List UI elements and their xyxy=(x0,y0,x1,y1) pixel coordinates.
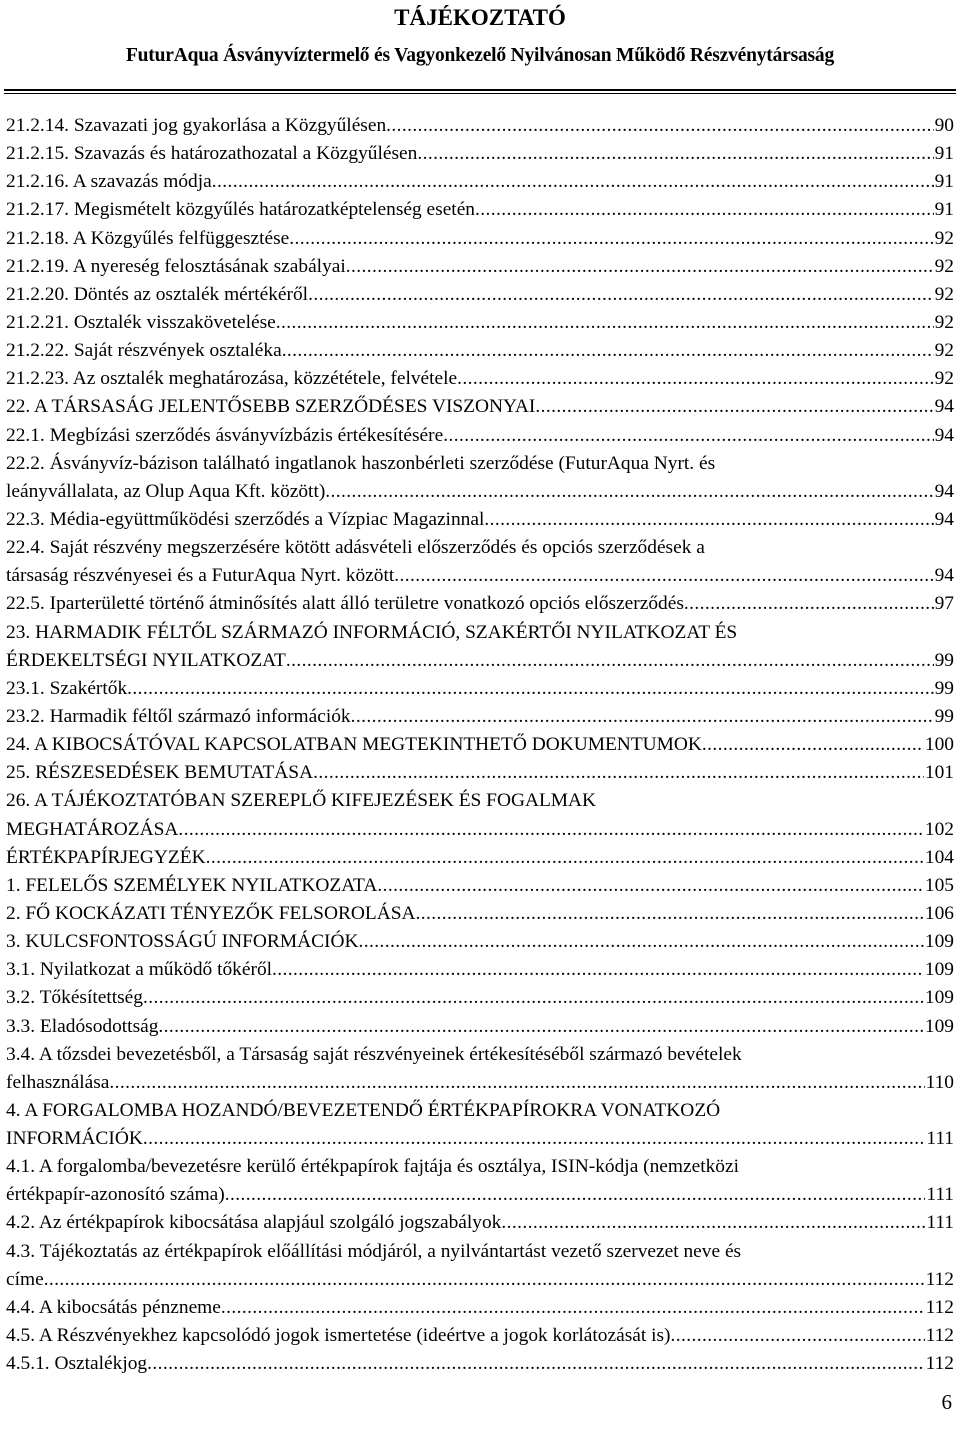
toc-page-number: 111 xyxy=(926,1212,954,1234)
toc-entry-last-line xyxy=(6,844,954,872)
dot-leader xyxy=(684,590,934,618)
dot-leader xyxy=(475,196,934,224)
toc-entry[interactable] xyxy=(6,393,954,421)
dot-leader xyxy=(276,309,934,337)
toc-page-number: 104 xyxy=(924,846,954,868)
toc-entry-last-line xyxy=(6,731,954,759)
dot-leader xyxy=(501,1209,925,1237)
dot-leader xyxy=(282,337,934,365)
toc-entry[interactable] xyxy=(6,225,954,253)
toc-entry-last-line xyxy=(6,393,954,421)
toc-entry-title: címe xyxy=(6,1268,44,1290)
toc-entry-title-line: 22.4. Saját részvény megszerzésére kötött adásvételi előszerződés és opciós szerződések a xyxy=(6,537,705,559)
toc-entry-last-line xyxy=(6,1322,954,1350)
toc-entry-title-line: 4. A FORGALOMBA HOZANDÓ/BEVEZETENDŐ ÉRTÉKPAPÍROKRA VONATKOZÓ xyxy=(6,1099,721,1121)
toc-entry-title: 3.2. Tőkésítettség xyxy=(6,987,143,1009)
toc-entry-title: ÉRTÉKPAPÍRJEGYZÉK xyxy=(6,846,206,868)
dot-leader xyxy=(313,759,924,787)
toc-entry[interactable] xyxy=(6,112,954,140)
toc-page-number: 109 xyxy=(924,1015,954,1037)
toc-page-number: 102 xyxy=(924,818,954,840)
toc-entry-title: 21.2.14. Szavazati jog gyakorlása a Közgyűlésen xyxy=(6,115,387,136)
toc-entry[interactable] xyxy=(6,1013,954,1041)
toc-entry[interactable] xyxy=(6,534,954,590)
toc-page-number: 100 xyxy=(924,734,954,756)
dot-leader xyxy=(44,1266,925,1294)
toc-entry-title: 25. RÉSZESEDÉSEK BEMUTATÁSA xyxy=(6,762,314,784)
document-title: TÁJÉKOZTATÓ xyxy=(394,5,566,30)
toc-page-number: 110 xyxy=(925,1071,954,1093)
toc-entry[interactable] xyxy=(6,928,954,956)
toc-entry-last-line xyxy=(6,1209,954,1237)
toc-entry[interactable] xyxy=(6,450,954,506)
header-rule-thin xyxy=(4,93,956,94)
dot-leader xyxy=(417,140,933,168)
toc-entry-title: 2. FŐ KOCKÁZATI TÉNYEZŐK FELSOROLÁSA xyxy=(6,902,416,924)
dot-leader xyxy=(225,1181,926,1209)
toc-page-number: 112 xyxy=(925,1296,954,1318)
toc-entry[interactable] xyxy=(6,844,954,872)
toc-entry-last-line xyxy=(6,281,954,309)
toc-entry[interactable] xyxy=(6,253,954,281)
toc-entry-last-line xyxy=(6,253,954,281)
toc-page-number: 90 xyxy=(934,115,954,136)
toc-entry-title: 1. FELELŐS SZEMÉLYEK NYILATKOZATA xyxy=(6,874,378,896)
toc-entry[interactable] xyxy=(6,1350,954,1378)
dot-leader xyxy=(109,1069,924,1097)
toc-entry-last-line xyxy=(6,1125,954,1153)
toc-entry-title: 21.2.15. Szavazás és határozathozatal a Közgyűlésen xyxy=(6,143,418,165)
toc-entry[interactable] xyxy=(6,506,954,534)
toc-entry-last-line xyxy=(6,309,954,337)
toc-entry-last-line xyxy=(6,225,954,253)
toc-page-number: 109 xyxy=(924,987,954,1009)
dot-leader xyxy=(143,1125,926,1153)
toc-entry-last-line xyxy=(6,1294,954,1322)
toc-entry[interactable] xyxy=(6,900,954,928)
toc-entry-title: 22. A TÁRSASÁG JELENTŐSEBB SZERZŐDÉSES VISZONYAI xyxy=(6,396,536,418)
toc-page-number: 94 xyxy=(934,480,954,502)
toc-entry-last-line xyxy=(6,112,954,140)
toc-entry[interactable] xyxy=(6,196,954,224)
toc-entry[interactable] xyxy=(6,1238,954,1294)
toc-page-number: 112 xyxy=(925,1353,954,1375)
dot-leader xyxy=(127,675,933,703)
toc-entry[interactable] xyxy=(6,168,954,196)
toc-entry-last-line xyxy=(6,647,954,675)
toc-entry-last-line xyxy=(6,759,954,787)
dot-leader xyxy=(178,816,924,844)
toc-entry-title: 23.1. Szakértők xyxy=(6,677,128,699)
toc-entry-last-line xyxy=(6,1350,954,1378)
toc-entry[interactable] xyxy=(6,281,954,309)
toc-entry-title: 21.2.16. A szavazás módja xyxy=(6,171,212,193)
toc-entry-last-line xyxy=(6,984,954,1012)
dot-leader xyxy=(535,393,933,421)
toc-page-number: 105 xyxy=(924,874,954,896)
dot-leader xyxy=(359,928,924,956)
toc-entry[interactable] xyxy=(6,1294,954,1322)
toc-entry-last-line xyxy=(6,816,954,844)
toc-entry-title: 21.2.23. Az osztalék meghatározása, közzététele, felvétele xyxy=(6,368,458,390)
dot-leader xyxy=(377,872,924,900)
toc-entry-last-line xyxy=(6,928,954,956)
toc-entry-title: 21.2.22. Saját részvények osztaléka xyxy=(6,340,282,362)
toc-entry-title: 22.5. Iparterületté történő átminősítés alatt álló területre vonatkozó opciós előszerződés xyxy=(6,593,684,615)
toc-entry-title: 4.4. A kibocsátás pénzneme xyxy=(6,1296,221,1318)
toc-entry-title: 4.5.1. Osztalékjog xyxy=(6,1353,148,1375)
toc-entry[interactable] xyxy=(6,1041,954,1097)
toc-entry[interactable] xyxy=(6,337,954,365)
toc-entry-last-line xyxy=(6,337,954,365)
dot-leader xyxy=(346,253,934,281)
toc-entry-title: 23.2. Harmadik féltől származó információk xyxy=(6,705,351,727)
dot-leader xyxy=(221,1294,925,1322)
toc-page-number: 111 xyxy=(926,1184,954,1206)
page-number: 6 xyxy=(941,1390,952,1414)
toc-entry-title-line: 23. HARMADIK FÉLTŐL SZÁRMAZÓ INFORMÁCIÓ, SZAKÉRTŐI NYILATKOZAT ÉS xyxy=(6,621,738,643)
toc-page-number: 101 xyxy=(924,762,954,784)
company-name: FuturAqua Ásványvíztermelő és Vagyonkezelő Nyilvánosan Működő Részvénytársaság xyxy=(125,45,835,66)
header-rule xyxy=(4,89,956,91)
toc-entry[interactable] xyxy=(6,787,954,843)
toc-entry[interactable] xyxy=(6,703,954,731)
toc-entry[interactable] xyxy=(6,1097,954,1153)
dot-leader xyxy=(670,1322,924,1350)
toc-entry-title: 24. A KIBOCSÁTÓVAL KAPCSOLATBAN MEGTEKINTHETŐ DOKUMENTUMOK xyxy=(6,734,702,756)
toc-entry[interactable] xyxy=(6,984,954,1012)
toc-entry-last-line xyxy=(6,675,954,703)
toc-entry-title: 21.2.18. A Közgyűlés felfüggesztése xyxy=(6,227,290,249)
toc-entry-last-line xyxy=(6,478,954,506)
toc-page-number: 99 xyxy=(934,649,954,671)
dot-leader xyxy=(158,1013,923,1041)
dot-leader xyxy=(206,844,924,872)
toc-page-number: 99 xyxy=(934,705,954,727)
toc-entry-title: leányvállalata, az Olup Aqua Kft. között) xyxy=(6,480,326,502)
toc-page-number: 106 xyxy=(924,902,954,924)
toc-entry[interactable] xyxy=(6,309,954,337)
toc-entry[interactable] xyxy=(6,590,954,618)
toc-page-number: 92 xyxy=(934,340,954,362)
toc-entry-last-line xyxy=(6,562,954,590)
dot-leader xyxy=(351,703,934,731)
dot-leader xyxy=(484,506,933,534)
toc-entry[interactable] xyxy=(6,1209,954,1237)
dot-leader xyxy=(289,225,933,253)
dot-leader xyxy=(147,1350,925,1378)
toc-entry-title-line: 3.4. A tőzsdei bevezetésből, a Társaság saját részvényeinek értékesítéséből származó bevételek xyxy=(6,1043,742,1065)
toc-page-number: 91 xyxy=(934,199,954,221)
toc-entry-last-line xyxy=(6,1013,954,1041)
toc-page-number: 97 xyxy=(934,593,954,615)
toc-entry-title: ÉRDEKELTSÉGI NYILATKOZAT xyxy=(6,649,286,671)
toc-entry-title-line: 4.1. A forgalomba/bevezetésre kerülő értékpapírok fajtája és osztálya, ISIN-kódja (nemzetközi xyxy=(6,1156,739,1178)
dot-leader xyxy=(286,647,934,675)
toc-page-number: 112 xyxy=(925,1325,954,1347)
toc-entry-title: 21.2.19. A nyereség felosztásának szabályai xyxy=(6,255,346,277)
toc-entry-last-line xyxy=(6,168,954,196)
toc-entry[interactable] xyxy=(6,365,954,393)
toc-entry-title: 21.2.20. Döntés az osztalék mértékéről xyxy=(6,283,309,305)
toc-page-number: 92 xyxy=(934,255,954,277)
toc-entry-last-line xyxy=(6,1069,954,1097)
toc-entry-last-line xyxy=(6,506,954,534)
dot-leader xyxy=(394,562,933,590)
toc-entry[interactable] xyxy=(6,956,954,984)
toc-entry-title-line: 22.2. Ásványvíz-bázison található ingatlanok haszonbérleti szerződése (FuturAqua Nyrt. és xyxy=(6,452,716,474)
toc-entry-last-line xyxy=(6,196,954,224)
dot-leader xyxy=(325,478,933,506)
toc-page-number: 92 xyxy=(934,368,954,390)
dot-leader xyxy=(272,956,924,984)
table-of-contents xyxy=(6,112,954,1378)
toc-entry-last-line xyxy=(6,703,954,731)
toc-entry-last-line xyxy=(6,422,954,450)
toc-entry-title-line: 4.3. Tájékoztatás az értékpapírok előállítási módjáról, a nyilvántartást vezető szervezet neve és xyxy=(6,1240,742,1262)
toc-page-number: 94 xyxy=(934,396,954,418)
toc-entry[interactable] xyxy=(6,675,954,703)
toc-entry-title: társaság részvényesei és a FuturAqua Nyrt. között xyxy=(6,565,395,587)
toc-entry-title: 4.2. Az értékpapírok kibocsátása alapjául szolgáló jogszabályok xyxy=(6,1212,502,1234)
toc-page-number: 92 xyxy=(934,283,954,305)
toc-entry-last-line xyxy=(6,872,954,900)
toc-page-number: 111 xyxy=(926,1128,954,1150)
toc-page-number: 109 xyxy=(924,931,954,953)
toc-entry-title: 22.1. Megbízási szerződés ásványvízbázis értékesítésére xyxy=(6,424,444,446)
toc-entry-title: 22.3. Média-együttműködési szerződés a Vízpiac Magazinnal xyxy=(6,508,485,530)
toc-page-number: 94 xyxy=(934,508,954,530)
toc-entry-last-line xyxy=(6,1181,954,1209)
toc-entry-title: 3. KULCSFONTOSSÁGÚ INFORMÁCIÓK xyxy=(6,931,359,953)
toc-entry[interactable] xyxy=(6,1322,954,1350)
toc-entry-title: 4.5. A Részvényekhez kapcsolódó jogok ismertetése (ideértve a jogok korlátozását is) xyxy=(6,1325,671,1347)
toc-entry-last-line xyxy=(6,590,954,618)
toc-entry-title: 21.2.17. Megismételt közgyűlés határozatképtelenség esetén xyxy=(6,199,475,221)
toc-entry-title: MEGHATÁROZÁSA xyxy=(6,818,179,840)
toc-entry-last-line xyxy=(6,956,954,984)
dot-leader xyxy=(443,422,933,450)
toc-page-number: 91 xyxy=(934,171,954,193)
toc-page-number: 99 xyxy=(934,677,954,699)
toc-page-number: 112 xyxy=(925,1268,954,1290)
toc-entry[interactable] xyxy=(6,140,954,168)
toc-entry-last-line xyxy=(6,900,954,928)
toc-entry[interactable] xyxy=(6,1153,954,1209)
toc-entry[interactable] xyxy=(6,731,954,759)
toc-entry-title: 21.2.21. Osztalék visszakövetelése xyxy=(6,311,276,333)
toc-entry[interactable] xyxy=(6,619,954,675)
toc-page-number: 109 xyxy=(924,959,954,981)
toc-page-number: 92 xyxy=(934,311,954,333)
toc-entry-last-line xyxy=(6,140,954,168)
dot-leader xyxy=(308,281,934,309)
toc-entry[interactable] xyxy=(6,759,954,787)
dot-leader xyxy=(457,365,933,393)
toc-entry-last-line xyxy=(6,1266,954,1294)
toc-entry-title: 3.1. Nyilatkozat a működő tőkéről xyxy=(6,959,273,981)
toc-page-number: 94 xyxy=(934,565,954,587)
toc-page-number: 94 xyxy=(934,424,954,446)
toc-entry[interactable] xyxy=(6,422,954,450)
toc-page-number: 91 xyxy=(934,143,954,165)
dot-leader xyxy=(416,900,924,928)
toc-entry-title: 3.3. Eladósodottság xyxy=(6,1015,159,1037)
dot-leader xyxy=(143,984,924,1012)
toc-page-number: 92 xyxy=(934,227,954,249)
toc-entry-last-line xyxy=(6,365,954,393)
toc-entry-title: INFORMÁCIÓK xyxy=(6,1128,143,1150)
toc-entry-title: értékpapír-azonosító száma) xyxy=(6,1184,225,1206)
toc-entry[interactable] xyxy=(6,872,954,900)
toc-entry-title-line: 26. A TÁJÉKOZTATÓBAN SZEREPLŐ KIFEJEZÉSEK ÉS FOGALMAK xyxy=(6,790,597,812)
dot-leader xyxy=(702,731,924,759)
dot-leader xyxy=(212,168,934,196)
toc-entry-title: felhasználása xyxy=(6,1071,110,1093)
dot-leader xyxy=(386,112,933,140)
